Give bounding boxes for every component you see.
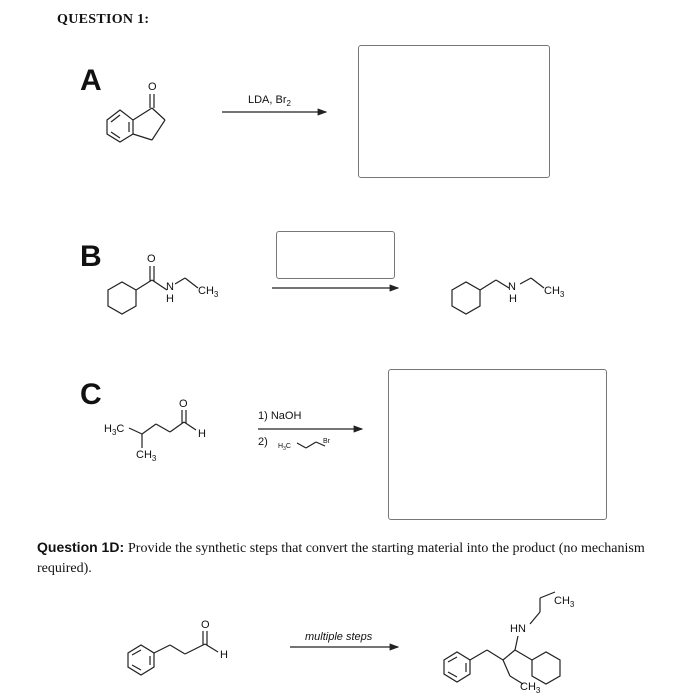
atom-br: Br [323,438,330,445]
reagent-c-step1: 1) NaOH [258,410,302,422]
question-1d [37,538,677,578]
atom-o-a: O [148,81,157,93]
reagent-a: LDA, $Br_2$ [248,94,291,109]
part-a-label: A [80,64,102,97]
question-title: QUESTION 1: [57,12,150,27]
methyl-d-top: $CH_3$ [554,595,575,609]
indanone-structure [107,94,165,142]
atom-o-d: O [201,619,210,631]
part-b-label: B [80,240,102,273]
atom-n-b: N [166,281,174,293]
atom-o-b: O [147,253,156,265]
atom-o-c: O [179,398,188,410]
question-1d-text: Provide the synthetic steps that convert the starting material into the product (no mechanism required). [37,541,645,576]
methyl-reagent: $H_3C$ [278,443,291,452]
methyl-c-branch: $CH_3$ [136,449,157,463]
question-1d-heading: Question 1D: [37,539,125,555]
part-c-label: C [80,378,102,411]
amine-hn: HN [510,623,526,635]
atom-n-b-product: N [508,281,516,293]
amine-structure-b [452,278,544,314]
atom-h-b: H [166,293,174,305]
arrow-label-d: multiple steps [305,631,373,643]
propyl-bromide-structure [297,442,325,448]
methyl-b: $CH_3$ [198,285,219,299]
target-amine-structure [444,592,560,684]
methyl-b-product: $CH_3$ [544,285,565,299]
aldehyde-structure-c [129,410,196,448]
phenylpropanal-structure [128,631,218,675]
atom-h-d: H [220,649,228,661]
methyl-c-left: $H_3C$ [104,423,125,437]
amide-structure-b [108,266,198,314]
atom-h-c: H [198,428,206,440]
atom-h-b-product: H [509,293,517,305]
reagent-c-step2-number: 2) [258,436,268,448]
methyl-d-bottom: $CH_3$ [520,681,541,695]
